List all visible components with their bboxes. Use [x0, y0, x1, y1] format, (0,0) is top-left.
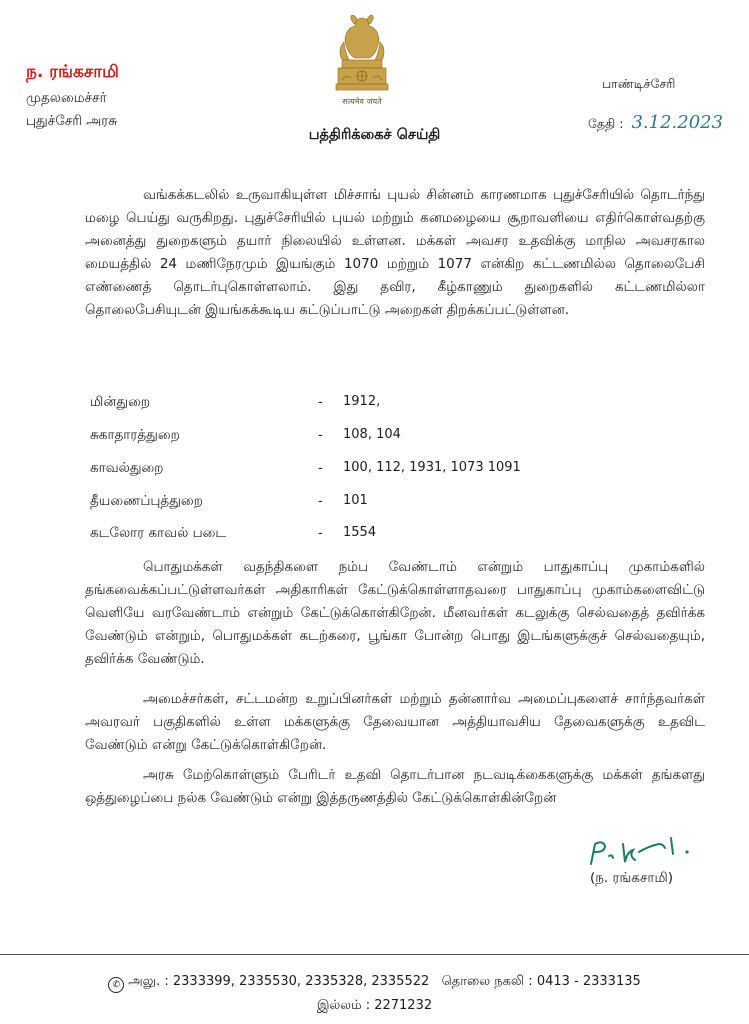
date-value: 3.12.2023	[631, 112, 724, 133]
sender-organization: புதுச்சேரி அரசு	[26, 113, 118, 129]
helpline-numbers-coast-guard: 1554	[343, 525, 377, 540]
helpline-dept-fire: தீயணைப்புத்துறை	[90, 493, 203, 509]
sender-name: ந. ரங்கசாமி	[26, 62, 119, 82]
paragraph-public-advisory: பொதுமக்கள் வதந்திகளை நம்ப வேண்டாம் என்றும் பாதுகாப்பு முகாம்களில் தங்கவைக்கப்பட்டுள்ளவர்கள் அதிகாரிகள் கேட்டுக்கொள்ளாதவரை பாதுகாப்பு முகாம்களைவிட்டு வெளியே வரவேண்டாம் என்றும் கேட்டுக்கொள்கிறேன். மீனவர்கள் கடலுக்கு செல்வதைத் தவிர்க்க வேண்டும் என்றும், பொதுமக்கள் கடற்கரை, பூங்கா போன்ற பொது இடங்களுக்குச் செல்வதையும், தவிர்க்க வேண்டும்.	[85, 559, 705, 667]
office-label: அலு. :	[128, 974, 169, 989]
signatory-name: (ந. ரங்கசாமி)	[590, 870, 674, 886]
helpline-dash: -	[318, 427, 323, 443]
place-name: பாண்டிச்சேரி	[602, 76, 676, 91]
office-numbers: 2333399, 2335530, 2335328, 2335522	[172, 974, 430, 989]
paragraph-ministers-appeal: அமைச்சர்கள், சட்டமன்ற உறுப்பினர்கள் மற்றும் தன்னார்வ அமைப்புகளைச் சார்ந்தவர்கள் அவரவர் பகுதிகளில் உள்ள மக்களுக்கு தேவையான அத்தியாவசிய தேவைகளுக்கு உதவிட வேண்டும் என்று கேட்டுக்கொள்கிறேன்.	[85, 691, 705, 753]
helpline-dept-health: சுகாதாரத்துறை	[90, 427, 180, 443]
national-emblem	[330, 14, 394, 118]
fax-number: 0413 - 2333135	[536, 974, 641, 989]
footer-divider	[0, 954, 749, 955]
paragraph-storm-notice: வங்கக்கடலில் உருவாகியுள்ள மிச்சாங் புயல் சின்னம் காரணமாக புதுச்சேரியில் தொடர்ந்து மழை பெய்து வருகிறது. புதுச்சேரியில் புயல் மற்றும் கனமழையை சூறாவளியை எதிர்கொள்வதற்கு அனைத்து துறைகளும் தயார் நிலையில் உள்ளன. மக்கள் அவசர உதவிக்கு மாநில அவசரகால மையத்தில் 24 மணிநேரமும் இயங்கும் 1070 மற்றும் 1077 என்கிற கட்டணமில்ல தொலைபேசி எண்ணைத் தொடர்புகொள்ளலாம். இது தவிர, கீழ்காணும் துறைகளில் கட்டணமில்லா தொலைபேசியுடன் இயங்கக்கூடிய கட்டுப்பாட்டு அறைகள் திறக்கப்பட்டுள்ளன.	[85, 187, 705, 318]
helpline-dept-electricity: மின்துறை	[90, 394, 151, 410]
home-number: 2271232	[374, 998, 433, 1013]
page-title: பத்திரிக்கைச் செய்தி	[308, 127, 441, 143]
fax-label: தொலை நகலி :	[441, 974, 533, 989]
helpline-numbers-police: 100, 112, 1931, 1073 1091	[343, 460, 521, 475]
helpline-dept-coast-guard: கடலோர காவல் படை	[90, 525, 227, 541]
helpline-dash: -	[318, 493, 323, 509]
helpline-numbers-fire: 101	[343, 493, 368, 508]
telephone-icon: ✆	[108, 977, 124, 993]
helpline-dash: -	[318, 394, 323, 410]
helpline-numbers-health: 108, 104	[343, 427, 401, 442]
helpline-dash: -	[318, 525, 323, 541]
home-label: இல்லம் :	[316, 998, 371, 1013]
paragraph-cooperation-request: அரசு மேற்கொள்ளும் பேரிடர் உதவி தொடர்பான நடவடிக்கைகளுக்கு மக்கள் தங்களது ஒத்துழைப்பை நல்க வேண்டும் என்று இத்தருணத்தில் கேட்டுக்கொள்கின்றேன்	[85, 767, 705, 806]
sender-designation: முதலமைச்சர்	[26, 90, 107, 106]
date-label: தேதி :	[588, 116, 624, 131]
handwritten-signature	[585, 830, 695, 870]
emblem-motto: सत्यमेव जयते	[342, 97, 382, 106]
helpline-dept-police: காவல்துறை	[90, 460, 164, 476]
helpline-dash: -	[318, 460, 323, 476]
footer-home-contact	[0, 998, 749, 1014]
helpline-numbers-electricity: 1912,	[343, 394, 381, 409]
footer-office-contact	[0, 974, 749, 993]
